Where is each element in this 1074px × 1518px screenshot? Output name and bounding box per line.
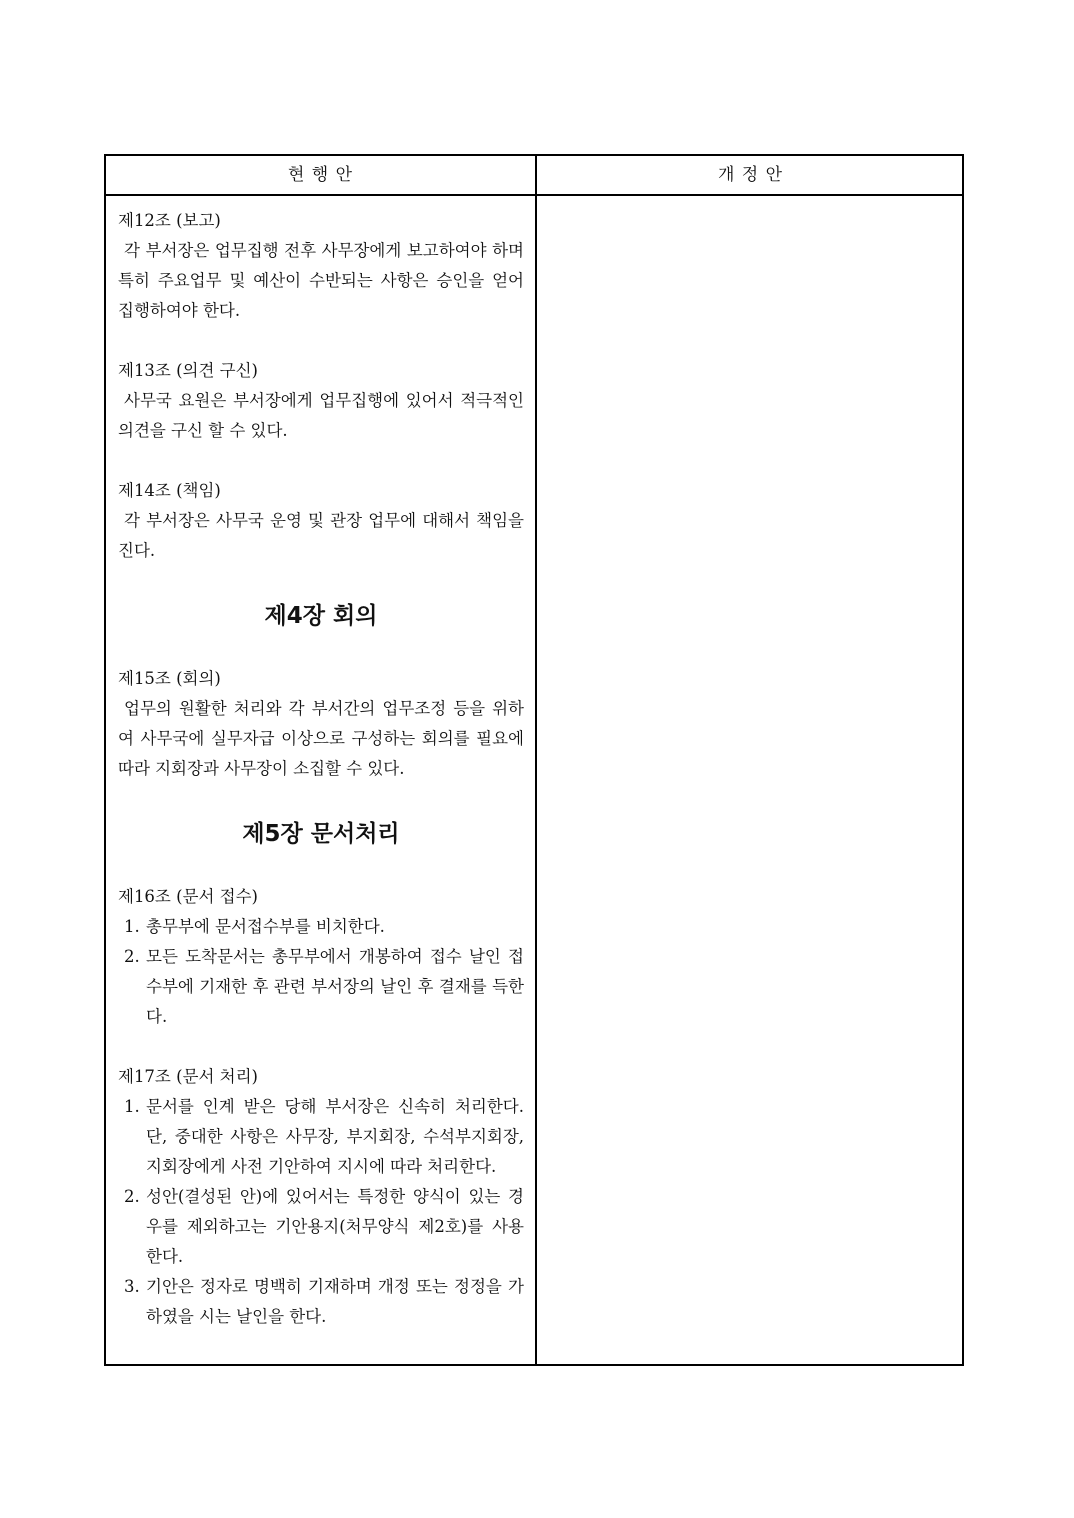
header-revised: 개 정 안 <box>717 165 784 185</box>
item-text: 모든 도착문서는 총무부에서 개봉하여 접수 날인 접수부에 기재한 후 관련 부서장의 날인 후 결재를 득한다. <box>146 947 524 1026</box>
chapter-4-heading: 제4장 회의 <box>264 603 378 629</box>
article-title: 제15조 (회의) <box>118 669 221 688</box>
article-13 <box>118 356 524 446</box>
article-14 <box>118 476 524 566</box>
article-body: 각 부서장은 업무집행 전후 사무장에게 보고하여야 하며 특히 주요업무 및 예산이 수반되는 사항은 승인을 얻어 집행하여야 한다. <box>118 241 524 320</box>
article-17 <box>118 1062 524 1332</box>
revised-column <box>537 196 962 1364</box>
chapter-5-heading: 제5장 문서처리 <box>242 821 400 847</box>
list-item <box>118 1272 524 1332</box>
item-number: 2. <box>124 1187 140 1206</box>
article-title: 제13조 (의견 구신) <box>118 361 258 380</box>
article-12 <box>118 206 524 326</box>
article-title: 제12조 (보고) <box>118 211 221 230</box>
item-number: 1. <box>124 917 140 936</box>
item-text: 성안(결성된 안)에 있어서는 특정한 양식이 있는 경우를 제외하고는 기안용지(처무양식 제2호)를 사용한다. <box>146 1187 524 1266</box>
item-text: 문서를 인계 받은 당해 부서장은 신속히 처리한다. 단, 중대한 사항은 사무장, 부지회장, 수석부지회장, 지회장에게 사전 기안하여 지시에 따라 처리한다. <box>146 1097 524 1176</box>
header-current: 현 행 안 <box>287 165 354 185</box>
comparison-table <box>104 154 964 1366</box>
list-item <box>118 1182 524 1272</box>
article-title: 제14조 (책임) <box>118 481 221 500</box>
table-header <box>106 156 962 196</box>
list-item <box>118 942 524 1032</box>
article-15 <box>118 664 524 784</box>
article-body: 각 부서장은 사무국 운영 및 관장 업무에 대해서 책임을 진다. <box>118 511 524 560</box>
list-item <box>118 1092 524 1182</box>
article-16 <box>118 882 524 1032</box>
article-title: 제17조 (문서 처리) <box>118 1067 258 1086</box>
item-number: 1. <box>124 1097 140 1116</box>
current-column <box>118 206 524 1362</box>
article-16-list <box>118 912 524 1032</box>
list-item <box>118 912 524 942</box>
item-number: 3. <box>124 1277 140 1296</box>
article-body: 업무의 원활한 처리와 각 부서간의 업무조정 등을 위하여 사무국에 실무자급 이상으로 구성하는 회의를 필요에 따라 지회장과 사무장이 소집할 수 있다. <box>118 699 524 778</box>
item-number: 2. <box>124 947 140 966</box>
article-body: 사무국 요원은 부서장에게 업무집행에 있어서 적극적인 의견을 구신 할 수 있다. <box>118 391 524 440</box>
item-text: 총무부에 문서접수부를 비치한다. <box>146 917 385 936</box>
article-title: 제16조 (문서 접수) <box>118 887 258 906</box>
item-text: 기안은 정자로 명백히 기재하며 개정 또는 정정을 가하였을 시는 날인을 한다. <box>146 1277 524 1326</box>
article-17-list <box>118 1092 524 1332</box>
